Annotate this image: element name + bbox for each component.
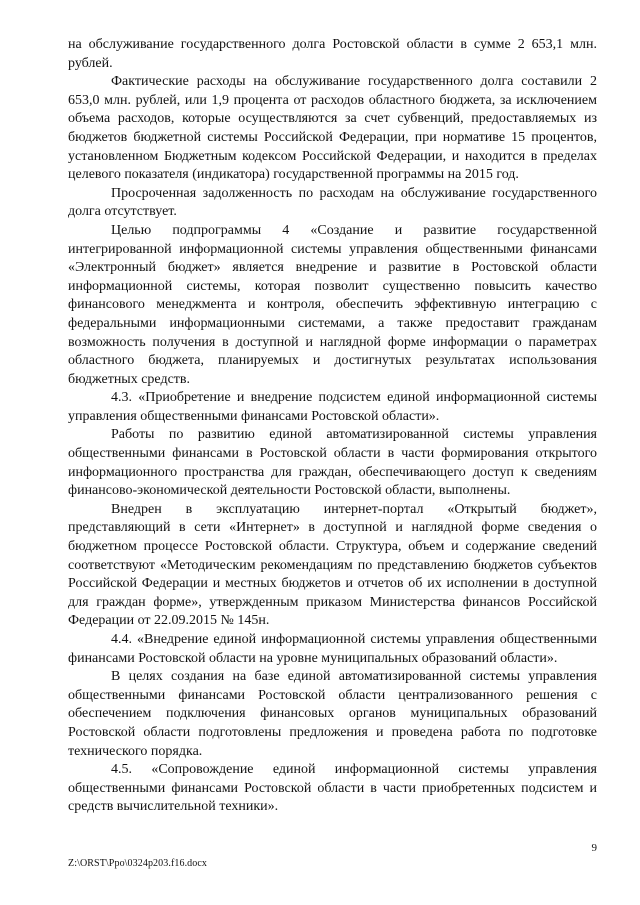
paragraph-continuation: на обслуживание государственного долга Ростовской области в сумме 2 653,1 млн. рублей. bbox=[68, 37, 597, 71]
paragraph-actual-expenses: Фактические расходы на обслуживание государственного долга составили 2 653,0 млн. рублей, или 1,9 процента от расходов областного бюджета, за исключением объема расходов, которые осуществляются за счет субвенций, предоставляемых из бюджетов бюджетной системы Российской Федерации, при нормативе 15 процентов, установленном Бюджетным кодексом Российской Федерации, и находится в пределах целевого показателя (индикатора) государственной программы на 2015 год. bbox=[68, 74, 597, 183]
paragraph-subprogram-4-goal: Целью подпрограммы 4 «Создание и развитие государственной интегрированной информационной системы управления общественными финансами «Электронный бюджет» является внедрение и развитие в Ростовской области информационной системы, которая позволит существенно повысить качество финансового менеджмента и контроля, обеспечить эффективную интеграцию с федеральными информационными системами, а также предоставит гражданам возможность получения в доступной и наглядной форме информации о параметрах областного бюджета, планируемых и достигнутых результатах использования бюджетных средств. bbox=[68, 222, 597, 387]
file-path-footer: Z:\ORST\Ppo\0324p203.f16.docx bbox=[68, 858, 208, 869]
section-heading-4-3: 4.3. «Приобретение и внедрение подсистем единой информационной системы управления общественными финансами Ростовской области». bbox=[68, 390, 597, 424]
paragraph-overdue-debt: Просроченная задолженность по расходам на обслуживание государственного долга отсутствует. bbox=[68, 185, 597, 220]
section-heading-4-4: 4.4. «Внедрение единой информационной системы управления общественными финансами Ростовской области на уровне муниципальных образований области». bbox=[68, 632, 597, 666]
document-body bbox=[68, 36, 597, 817]
paragraph-municipal-integration: В целях создания на базе единой автоматизированной системы управления общественными финансами Ростовской области централизованного решения с обеспечением подключения финансовых органов муниципальных образований Ростовской области подготовлены предложения и проведена работа по подготовке технического порядка. bbox=[68, 669, 597, 759]
paragraph-development-works: Работы по развитию единой автоматизированной системы управления общественными финансами в Ростовской области в части формирования открытого информационного пространства для граждан, обеспечивающего доступ к сведениям финансово-экономической деятельности Ростовской области, выполнены. bbox=[68, 427, 597, 499]
page-number: 9 bbox=[591, 842, 597, 854]
paragraph-open-budget-portal: Внедрен в эксплуатацию интернет-портал «Открытый бюджет», представляющий в сети «Интернет» в доступной и наглядной форме сведения о бюджетном процессе Ростовской области. Структура, объем и содержание сведений соответствуют «Методическим рекомендациям по представлению бюджетов субъектов Российской Федерации и местных бюджетов и отчетов об их исполнении в доступной для граждан форме», утвержденным приказом Министерства финансов Российской Федерации от 22.09.2015 № 145н. bbox=[68, 501, 597, 629]
section-heading-4-5: 4.5. «Сопровождение единой информационной системы управления общественными финансами Ростовской области в части приобретенных подсистем и средств вычислительной техники». bbox=[68, 762, 597, 815]
